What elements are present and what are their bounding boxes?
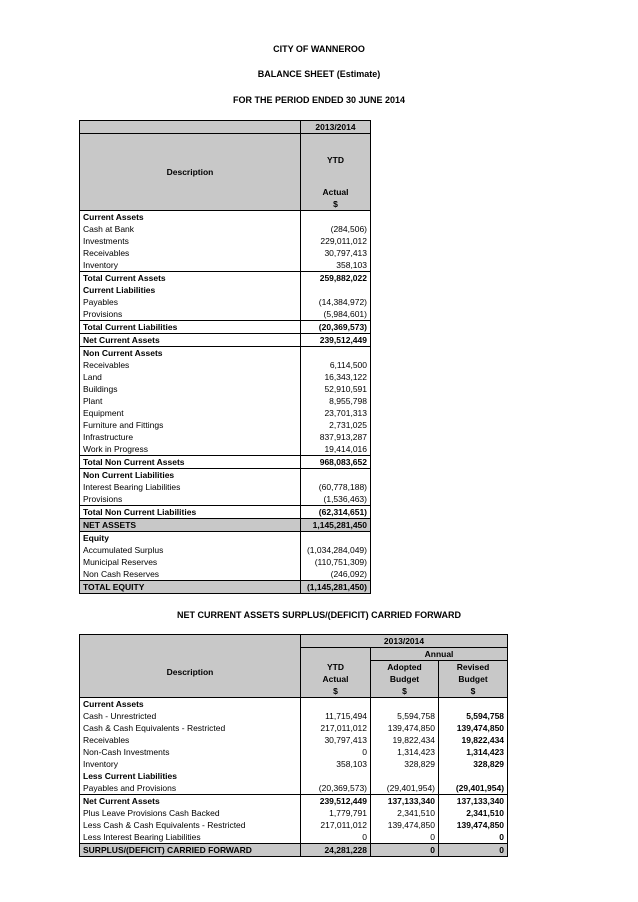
revised-1: Revised xyxy=(439,661,508,674)
row-label: Interest Bearing Liabilities xyxy=(80,481,301,493)
table-row xyxy=(80,468,371,481)
table-row xyxy=(80,844,508,857)
row-label: Work in Progress xyxy=(80,443,301,456)
row-label: NET ASSETS xyxy=(80,518,301,531)
table-row xyxy=(80,758,508,770)
row-label: Inventory xyxy=(80,758,301,770)
actual-header: Actual xyxy=(301,186,371,198)
row-revised-value: 0 xyxy=(439,844,508,857)
row-value: (62,314,651) xyxy=(301,505,371,518)
table-row xyxy=(80,296,371,308)
row-label: Receivables xyxy=(80,247,301,259)
row-value: 1,145,281,450 xyxy=(301,518,371,531)
row-label: Provisions xyxy=(80,308,301,321)
row-adopted-value: 5,594,758 xyxy=(371,710,439,722)
table-row xyxy=(80,395,371,407)
row-value: 19,414,016 xyxy=(301,443,371,456)
row-value: 52,910,591 xyxy=(301,383,371,395)
table-row xyxy=(80,407,371,419)
table-row xyxy=(80,505,371,518)
row-value: 16,343,122 xyxy=(301,371,371,383)
row-adopted-value: 1,314,423 xyxy=(371,746,439,758)
table-row xyxy=(80,568,371,581)
row-revised-value: 137,133,340 xyxy=(439,795,508,808)
row-ytd-value: 0 xyxy=(301,746,371,758)
row-revised-value: (29,401,954) xyxy=(439,782,508,795)
row-label: Equity xyxy=(80,531,301,544)
row-revised-value: 1,314,423 xyxy=(439,746,508,758)
row-label: Non Current Liabilities xyxy=(80,468,301,481)
table-row xyxy=(80,734,508,746)
row-label: Payables xyxy=(80,296,301,308)
row-value xyxy=(301,346,371,359)
row-value: 837,913,287 xyxy=(301,431,371,443)
ytd-header: YTD xyxy=(301,134,371,186)
row-adopted-value: 328,829 xyxy=(371,758,439,770)
table-row xyxy=(80,544,371,556)
row-value xyxy=(301,468,371,481)
dollar-header: $ xyxy=(301,198,371,211)
row-value: (20,369,573) xyxy=(301,320,371,333)
revised-2: Budget xyxy=(439,673,508,685)
row-value: (1,536,463) xyxy=(301,493,371,506)
row-ytd-value: 1,779,791 xyxy=(301,807,371,819)
table-row xyxy=(80,722,508,734)
row-label: Total Current Assets xyxy=(80,271,301,284)
row-label: Inventory xyxy=(80,259,301,272)
table-row xyxy=(80,259,371,272)
row-adopted-value: 139,474,850 xyxy=(371,819,439,831)
row-label: Buildings xyxy=(80,383,301,395)
row-adopted-value: 0 xyxy=(371,844,439,857)
row-label: Less Cash & Cash Equivalents - Restricted xyxy=(80,819,301,831)
table-row xyxy=(80,235,371,247)
row-label: Equipment xyxy=(80,407,301,419)
adopted-2: Budget xyxy=(371,673,439,685)
row-label: Current Assets xyxy=(80,698,301,711)
row-adopted-value: 137,133,340 xyxy=(371,795,439,808)
table-row xyxy=(80,346,371,359)
table-row xyxy=(80,419,371,431)
table-row xyxy=(80,493,371,506)
row-label: Accumulated Surplus xyxy=(80,544,301,556)
table-row xyxy=(80,481,371,493)
row-value: 6,114,500 xyxy=(301,359,371,371)
row-value: (1,145,281,450) xyxy=(301,580,371,593)
row-revised-value: 328,829 xyxy=(439,758,508,770)
row-value xyxy=(301,284,371,296)
row-label: Total Current Liabilities xyxy=(80,320,301,333)
surplus-title: NET CURRENT ASSETS SURPLUS/(DEFICIT) CARRIED FORWARD xyxy=(176,610,461,620)
table-row xyxy=(80,320,371,333)
table-row xyxy=(80,308,371,321)
row-value: (60,778,188) xyxy=(301,481,371,493)
row-value: 2,731,025 xyxy=(301,419,371,431)
table-row xyxy=(80,531,371,544)
row-revised-value: 5,594,758 xyxy=(439,710,508,722)
table-row xyxy=(80,782,508,795)
row-ytd-value: 217,011,012 xyxy=(301,819,371,831)
table-row xyxy=(80,746,508,758)
table-row xyxy=(80,431,371,443)
row-ytd-value: 11,715,494 xyxy=(301,710,371,722)
row-revised-value: 139,474,850 xyxy=(439,819,508,831)
surplus-table xyxy=(79,634,508,857)
row-revised-value: 139,474,850 xyxy=(439,722,508,734)
row-value: (5,984,601) xyxy=(301,308,371,321)
table-row xyxy=(80,223,371,235)
row-value: 229,011,012 xyxy=(301,235,371,247)
row-revised-value: 19,822,434 xyxy=(439,734,508,746)
row-label: Cash at Bank xyxy=(80,223,301,235)
table-row xyxy=(80,710,508,722)
adopted-1: Adopted xyxy=(371,661,439,674)
row-value: 23,701,313 xyxy=(301,407,371,419)
row-value: 30,797,413 xyxy=(301,247,371,259)
row-value: (246,092) xyxy=(301,568,371,581)
row-adopted-value: (29,401,954) xyxy=(371,782,439,795)
row-revised-value xyxy=(439,770,508,782)
row-value: 968,083,652 xyxy=(301,455,371,468)
row-ytd-value xyxy=(301,698,371,711)
table-row xyxy=(80,455,371,468)
row-revised-value: 0 xyxy=(439,831,508,844)
row-label: Less Current Liabilities xyxy=(80,770,301,782)
table-row xyxy=(80,795,508,808)
row-value: (1,034,284,049) xyxy=(301,544,371,556)
row-revised-value: 2,341,510 xyxy=(439,807,508,819)
row-label: Non Cash Reserves xyxy=(80,568,301,581)
row-value: 259,882,022 xyxy=(301,271,371,284)
row-value: (110,751,309) xyxy=(301,556,371,568)
row-ytd-value: (20,369,573) xyxy=(301,782,371,795)
row-label: Furniture and Fittings xyxy=(80,419,301,431)
row-label: Net Current Assets xyxy=(80,795,301,808)
row-label: Total Non Current Liabilities xyxy=(80,505,301,518)
row-ytd-value xyxy=(301,770,371,782)
table-row xyxy=(80,371,371,383)
row-label: Current Liabilities xyxy=(80,284,301,296)
balance-sheet-table xyxy=(79,120,371,594)
row-adopted-value xyxy=(371,698,439,711)
row-label: Net Current Assets xyxy=(80,333,301,346)
row-label: Plant xyxy=(80,395,301,407)
row-adopted-value: 2,341,510 xyxy=(371,807,439,819)
row-label: Total Non Current Assets xyxy=(80,455,301,468)
row-label: Cash - Unrestricted xyxy=(80,710,301,722)
table-row xyxy=(80,210,371,223)
table-row xyxy=(80,556,371,568)
row-ytd-value: 0 xyxy=(301,831,371,844)
report-period: FOR THE PERIOD ENDED 30 JUNE 2014 xyxy=(232,95,406,105)
row-adopted-value: 0 xyxy=(371,831,439,844)
table-row xyxy=(80,443,371,456)
row-label: Land xyxy=(80,371,301,383)
sp-ytd-1: YTD xyxy=(301,661,371,674)
row-label: Provisions xyxy=(80,493,301,506)
row-ytd-value: 217,011,012 xyxy=(301,722,371,734)
row-ytd-value: 24,281,228 xyxy=(301,844,371,857)
row-label: Current Assets xyxy=(80,210,301,223)
table-row xyxy=(80,383,371,395)
row-value xyxy=(301,531,371,544)
row-value: (14,384,972) xyxy=(301,296,371,308)
row-ytd-value: 30,797,413 xyxy=(301,734,371,746)
row-adopted-value: 19,822,434 xyxy=(371,734,439,746)
org-name: CITY OF WANNEROO xyxy=(273,44,365,54)
row-value: 358,103 xyxy=(301,259,371,272)
surplus-description-header: Description xyxy=(80,648,301,698)
row-label: TOTAL EQUITY xyxy=(80,580,301,593)
surplus-year-header: 2013/2014 xyxy=(301,635,508,648)
row-value: (284,506) xyxy=(301,223,371,235)
table-row xyxy=(80,698,508,711)
row-label: Receivables xyxy=(80,359,301,371)
sp-ytd-2: Actual xyxy=(301,673,371,685)
row-value: 8,955,798 xyxy=(301,395,371,407)
table-row xyxy=(80,284,371,296)
table-row xyxy=(80,831,508,844)
row-label: Infrastructure xyxy=(80,431,301,443)
table-row xyxy=(80,247,371,259)
year-header: 2013/2014 xyxy=(301,121,371,134)
table-row xyxy=(80,333,371,346)
row-label: Municipal Reserves xyxy=(80,556,301,568)
row-label: Payables and Provisions xyxy=(80,782,301,795)
row-label: SURPLUS/(DEFICIT) CARRIED FORWARD xyxy=(80,844,301,857)
row-label: Cash & Cash Equivalents - Restricted xyxy=(80,722,301,734)
row-revised-value xyxy=(439,698,508,711)
row-label: Investments xyxy=(80,235,301,247)
row-ytd-value: 358,103 xyxy=(301,758,371,770)
row-value: 239,512,449 xyxy=(301,333,371,346)
table-row xyxy=(80,359,371,371)
adopted-3: $ xyxy=(371,685,439,698)
revised-3: $ xyxy=(439,685,508,698)
annual-header: Annual xyxy=(371,648,508,661)
row-label: Non Current Assets xyxy=(80,346,301,359)
row-adopted-value xyxy=(371,770,439,782)
table-row xyxy=(80,819,508,831)
row-value xyxy=(301,210,371,223)
description-header: Description xyxy=(80,134,301,211)
sp-ytd-3: $ xyxy=(301,685,371,698)
table-row xyxy=(80,271,371,284)
table-row xyxy=(80,518,371,531)
row-label: Less Interest Bearing Liabilities xyxy=(80,831,301,844)
report-title: BALANCE SHEET (Estimate) xyxy=(257,69,381,79)
row-label: Non-Cash Investments xyxy=(80,746,301,758)
table-row xyxy=(80,807,508,819)
row-ytd-value: 239,512,449 xyxy=(301,795,371,808)
table-row xyxy=(80,580,371,593)
row-adopted-value: 139,474,850 xyxy=(371,722,439,734)
row-label: Receivables xyxy=(80,734,301,746)
table-row xyxy=(80,770,508,782)
row-label: Plus Leave Provisions Cash Backed xyxy=(80,807,301,819)
